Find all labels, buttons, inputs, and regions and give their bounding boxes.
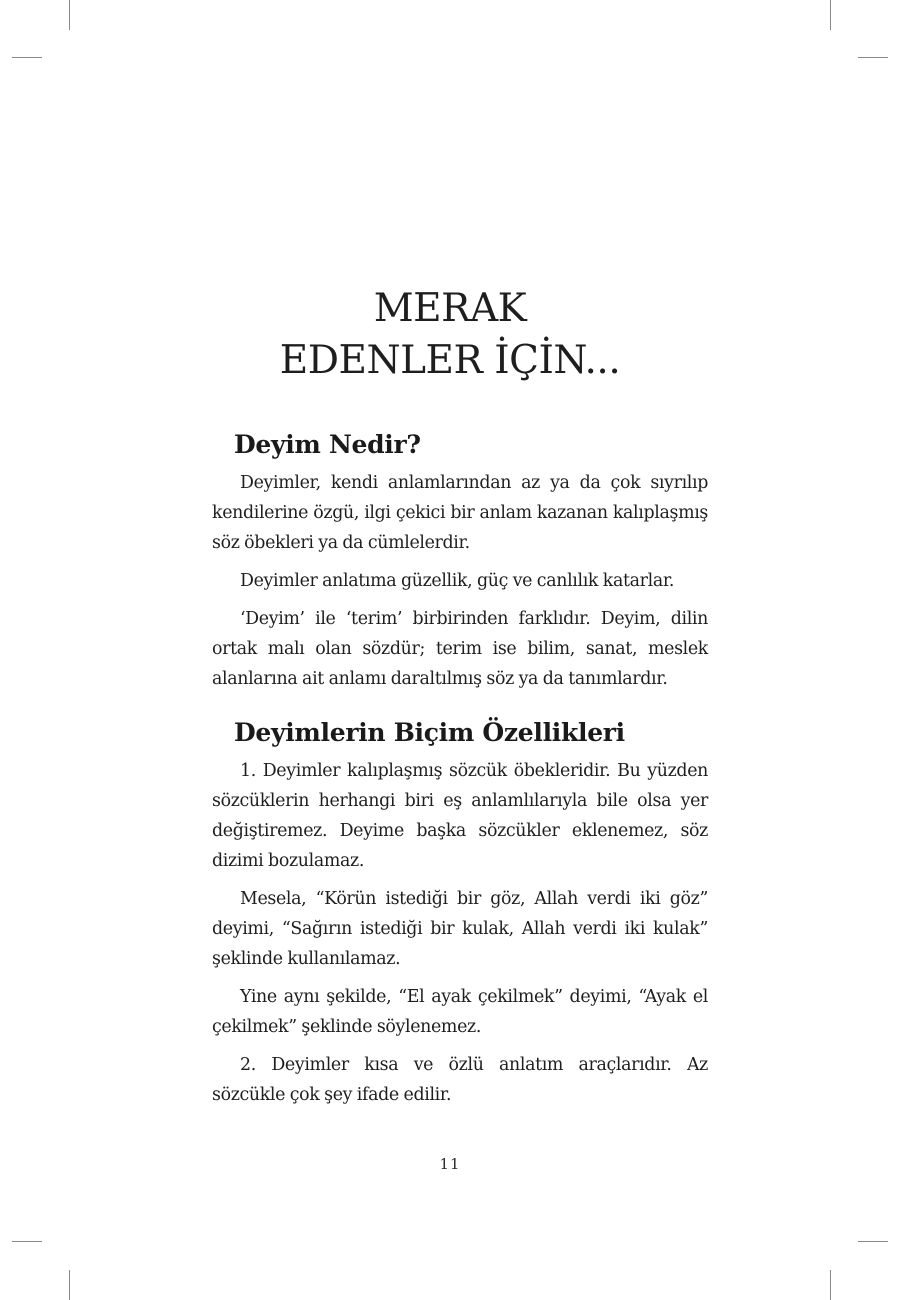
crop-mark-left-bottom [12,1241,42,1242]
crop-mark-right-bottom [858,1241,888,1242]
crop-mark-bottom-right [830,1270,831,1300]
chapter-title-line-2: EDENLER İÇİN... [279,338,621,383]
paragraph: Deyimler, kendi anlamlarından az ya da çok sıyrılıp kendilerine özgü, ilgi çekici bir anlam kazanan kalıplaşmış söz öbekleri ya da cümlelerdir. [212,473,708,553]
chapter-title [0,283,900,387]
chapter-title-line-1: MERAK [373,286,527,331]
paragraph: ‘Deyim’ ile ‘terim’ birbirinden farklıdır. Deyim, dilin ortak malı olan sözdür; terim ise bilim, sanat, meslek alanlarına ait anlamı daraltılmış söz ya da tanımlardır. [212,609,708,689]
paragraph: Deyimler anlatıma güzellik, güç ve canlılık katarlar. [240,571,675,591]
paragraph: Mesela, “Körün istediği bir göz, Allah verdi iki göz” deyimi, “Sağırın istediği bir kulak, Allah verdi iki kulak” şeklinde kullanılamaz. [212,889,708,969]
section-heading-bicim-ozellikleri: Deyimlerin Biçim Özellikleri [234,718,625,747]
crop-mark-right-top [858,57,888,58]
paragraph: 2. Deyimler kısa ve özlü anlatım araçlarıdır. Az sözcükle çok şey ifade edilir. [212,1055,708,1105]
page-body [212,428,708,1118]
crop-mark-top-left [69,0,70,30]
crop-mark-top-right [830,0,831,30]
crop-mark-left-top [12,57,42,58]
paragraph: Yine aynı şekilde, “El ayak çekilmek” deyimi, “Ayak el çekilmek” şeklinde söylenemez. [212,987,708,1037]
paragraph: 1. Deyimler kalıplaşmış sözcük öbekleridir. Bu yüzden sözcüklerin herhangi biri eş anlamlılarıyla bile olsa yer değiştiremez. Deyime başka sözcükler eklenemez, söz dizimi bozulamaz. [212,761,708,871]
crop-mark-bottom-left [69,1270,70,1300]
section-heading-deyim-nedir: Deyim Nedir? [234,430,421,459]
page-number: 11 [439,1155,461,1173]
